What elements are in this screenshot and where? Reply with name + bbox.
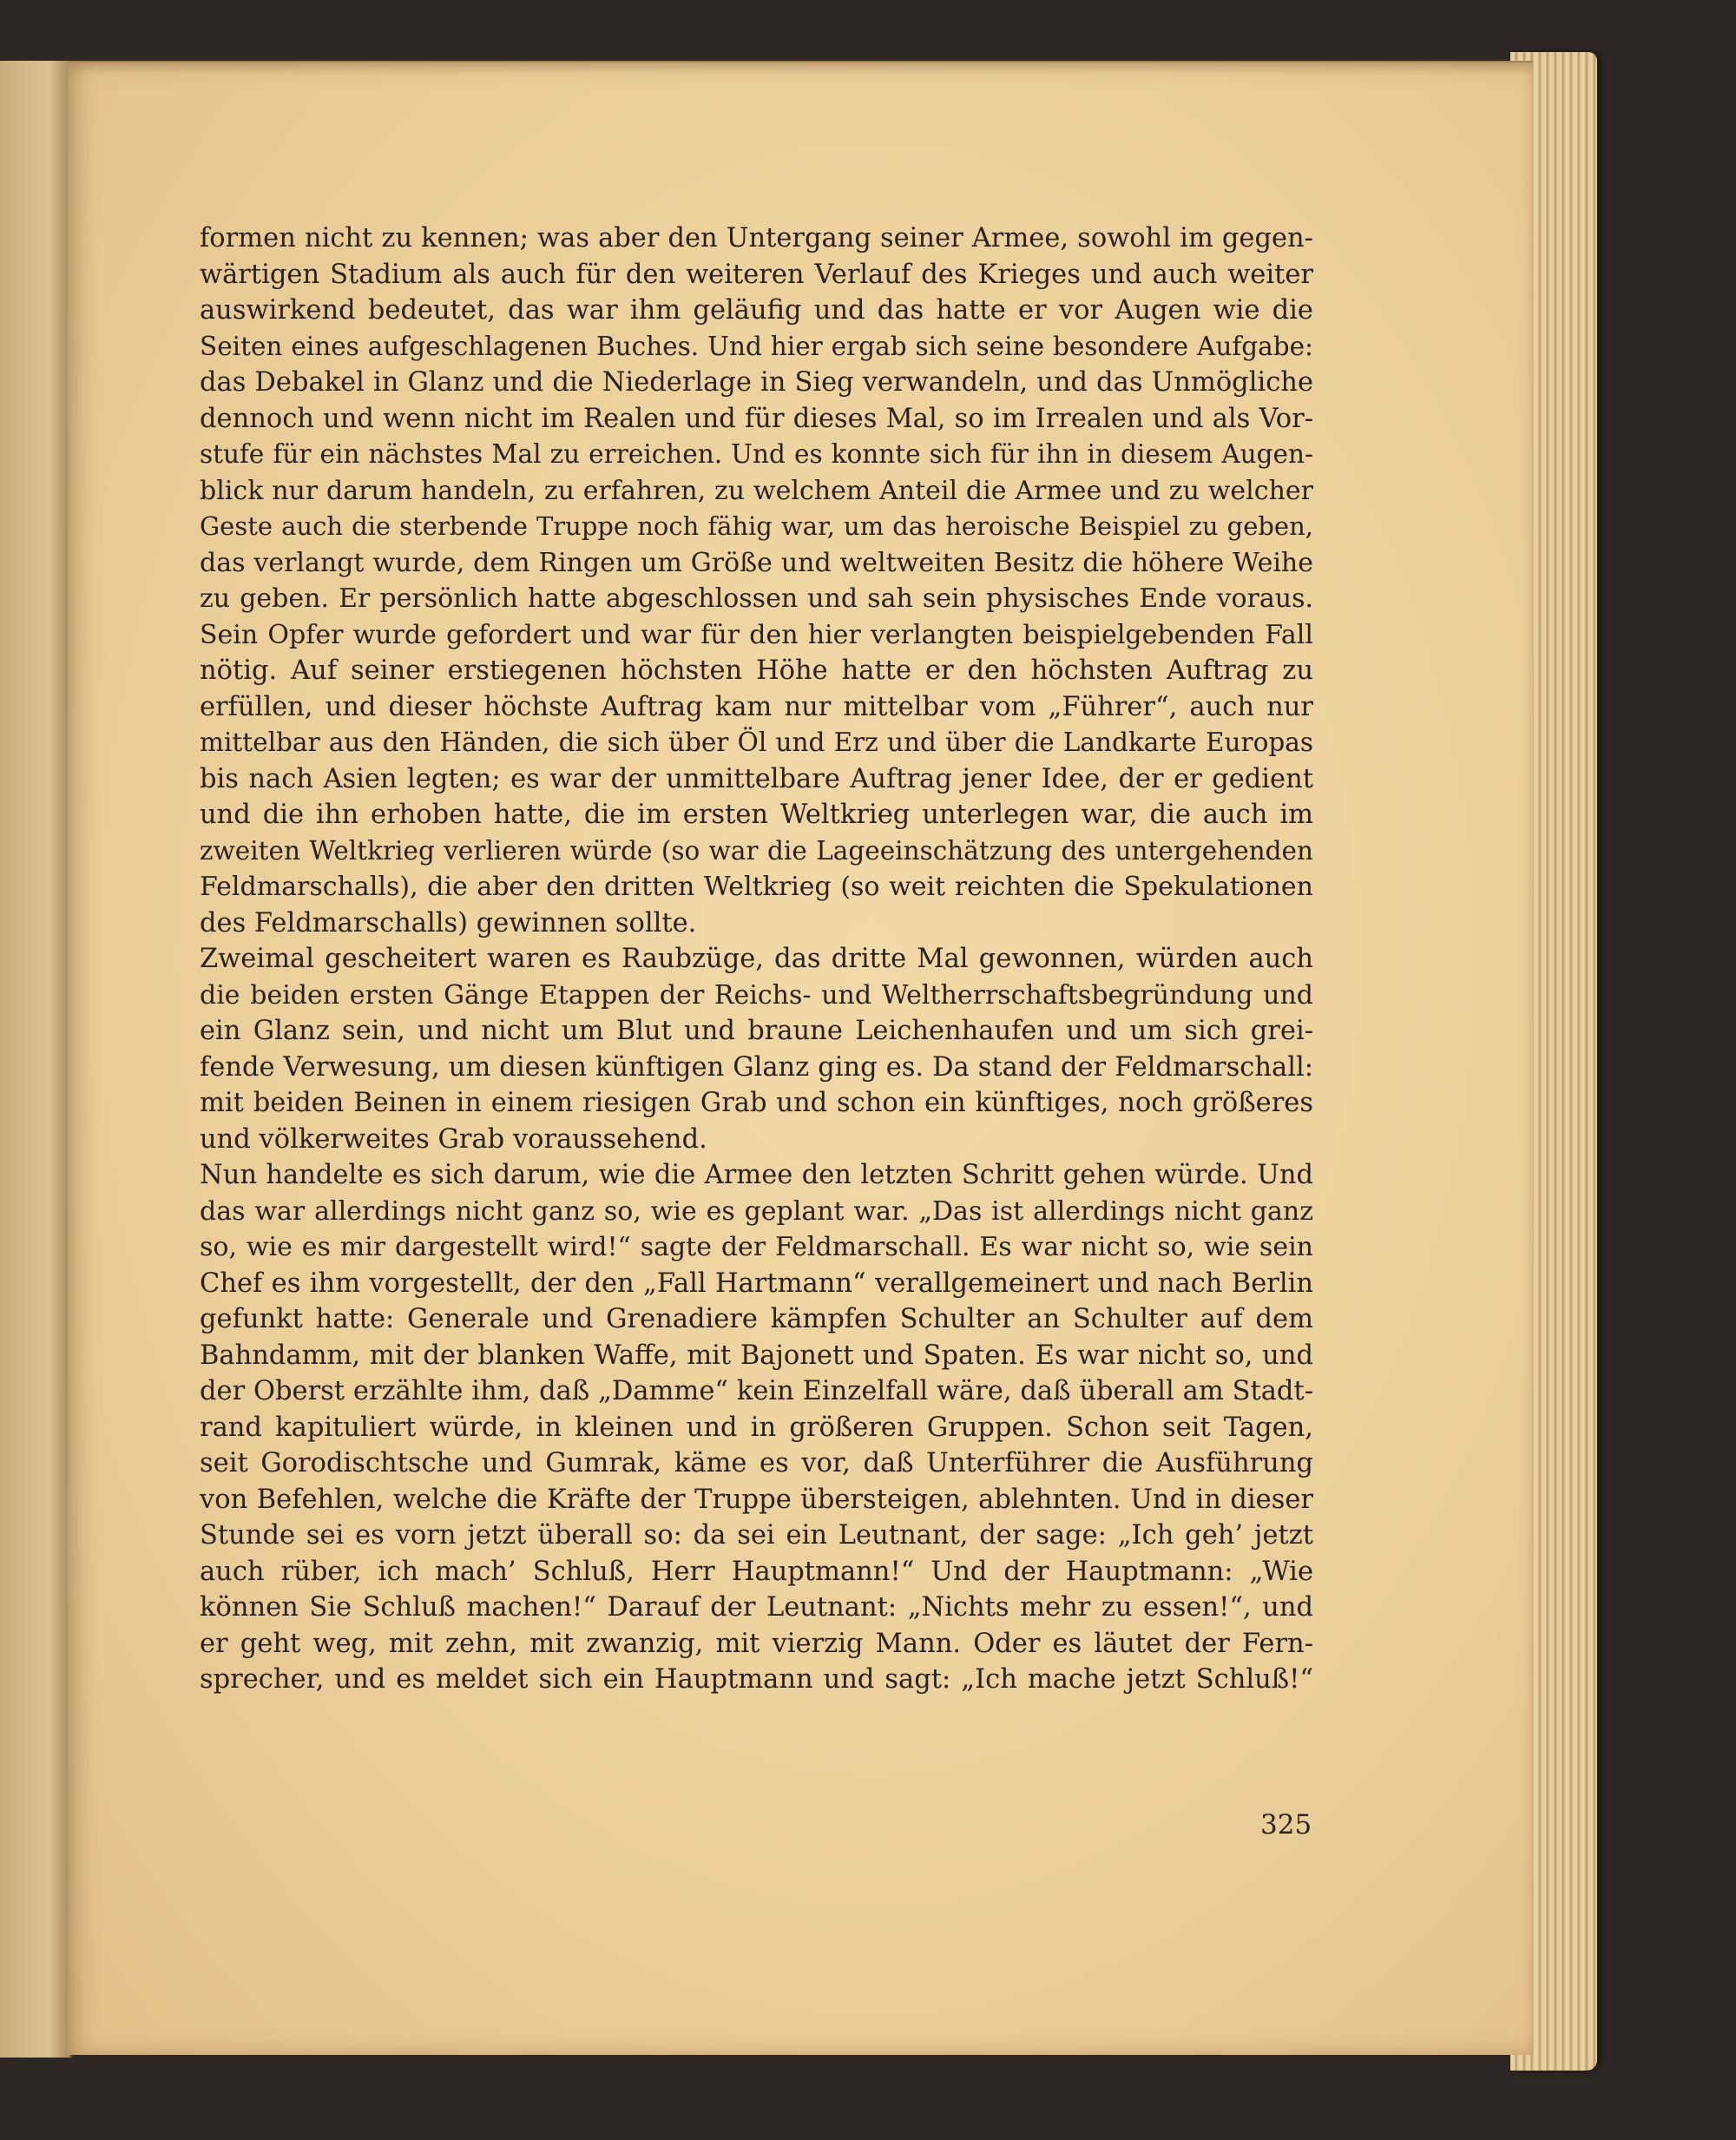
text-line: das verlangt wurde, dem Ringen um Größe und weltweiten Besitz die höhere Weihe <box>200 547 1313 578</box>
body-text <box>200 221 1313 1698</box>
text-line: Feldmarschalls), die aber den dritten Weltkrieg (so weit reichten die Spekulationen <box>200 872 1313 902</box>
text-line: auswirkend bedeutet, das war ihm geläufig und das hatte er vor Augen wie die <box>200 295 1313 326</box>
text-line: rand kapituliert würde, in kleinen und in größeren Gruppen. Schon seit Tagen, <box>200 1412 1313 1443</box>
text-line: das war allerdings nicht ganz so, wie es geplant war. „Das ist allerdings nicht ganz <box>200 1195 1313 1227</box>
text-line: und völkerweites Grab voraussehend. <box>200 1123 707 1155</box>
text-line: und die ihn erhoben hatte, die im ersten Weltkrieg unterlegen war, die auch im <box>200 800 1313 830</box>
text-line: der Oberst erzählte ihm, daß „Damme“ kein Einzelfall wäre, daß überall am Stadt- <box>200 1376 1313 1406</box>
text-line: mittelbar aus den Händen, die sich über Öl und Erz und über die Landkarte Europas <box>200 728 1313 757</box>
text-line: von Befehlen, welche die Kräfte der Truppe übersteigen, ablehnten. Und in dieser <box>200 1484 1313 1515</box>
text-line: formen nicht zu kennen; was aber den Untergang seiner Armee, sowohl im gegen- <box>200 223 1313 254</box>
text-line: Bahndamm, mit der blanken Waffe, mit Bajonett und Spaten. Es war nicht so, und <box>200 1340 1313 1371</box>
text-line: zweiten Weltkrieg verlieren würde (so war die Lageeinschätzung des untergehenden <box>200 835 1313 866</box>
book-page <box>68 61 1533 2055</box>
text-line: so, wie es mir dargestellt wird!“ sagte der Feldmarschall. Es war nicht so, wie sein <box>200 1232 1313 1262</box>
text-line: wärtigen Stadium als auch für den weiteren Verlauf des Krieges und auch weiter <box>200 259 1313 290</box>
text-line: seit Gorodischtsche und Gumrak, käme es vor, daß Unterführer die Ausführung <box>200 1448 1313 1478</box>
text-line: sprecher, und es meldet sich ein Hauptmann und sagt: „Ich mache jetzt Schluß!“ <box>200 1664 1313 1695</box>
text-line: Geste auch die sterbende Truppe noch fähig war, um das heroische Beispiel zu geben, <box>200 511 1313 541</box>
text-line: mit beiden Beinen in einem riesigen Grab und schon ein künftiges, noch größeres <box>200 1088 1313 1118</box>
text-line: er geht weg, mit zehn, mit zwanzig, mit vierzig Mann. Oder es läutet der Fern- <box>200 1628 1313 1659</box>
text-line: nötig. Auf seiner erstiegenen höchsten Höhe hatte er den höchsten Auftrag zu <box>200 655 1313 686</box>
page-number: 325 <box>1260 1809 1312 1840</box>
text-line: auch rüber, ich mach’ Schluß, Herr Hauptmann!“ Und der Hauptmann: „Wie <box>200 1556 1313 1587</box>
text-line: Sein Opfer wurde gefordert und war für den hier verlangten beispielgebenden Fall <box>200 619 1313 650</box>
facing-page-edge <box>0 61 72 2058</box>
text-line: gefunkt hatte: Generale und Grenadiere kämpfen Schulter an Schulter auf dem <box>200 1304 1313 1334</box>
text-line: bis nach Asien legten; es war der unmittelbare Auftrag jener Idee, der er gedient <box>200 763 1313 794</box>
text-line: Zweimal gescheitert waren es Raubzüge, das dritte Mal gewonnen, würden auch <box>200 944 1313 974</box>
text-line: Nun handelte es sich darum, wie die Armee den letzten Schritt gehen würde. Und <box>200 1160 1313 1190</box>
text-line: Chef es ihm vorgestellt, der den „Fall Hartmann“ verallgemeinert und nach Berlin <box>200 1268 1313 1299</box>
text-line: die beiden ersten Gänge Etappen der Reichs- und Weltherrschaftsbegründung und <box>200 979 1313 1011</box>
text-line: Seiten eines aufgeschlagenen Buches. Und hier ergab sich seine besondere Aufgabe: <box>200 331 1313 361</box>
text-line: stufe für ein nächstes Mal zu erreichen. Und es konnte sich für ihn in diesem Augen- <box>200 439 1313 469</box>
text-line: des Feldmarschalls) gewinnen sollte. <box>200 907 697 938</box>
text-line: das Debakel in Glanz und die Niederlage in Sieg verwandeln, und das Unmögliche <box>200 367 1313 398</box>
text-line: Stunde sei es vorn jetzt überall so: da sei ein Leutnant, der sage: „Ich geh’ jetzt <box>200 1520 1313 1551</box>
text-line: blick nur darum handeln, zu erfahren, zu welchem Anteil die Armee und zu welcher <box>200 475 1313 506</box>
text-line: können Sie Schluß machen!“ Darauf der Leutnant: „Nichts mehr zu essen!“, und <box>200 1592 1313 1623</box>
text-line: dennoch und wenn nicht im Realen und für dieses Mal, so im Irrealen und als Vor- <box>200 403 1313 434</box>
text-line: zu geben. Er persönlich hatte abgeschlossen und sah sein physisches Ende voraus. <box>200 583 1313 614</box>
text-line: ein Glanz sein, und nicht um Blut und braune Leichenhaufen und um sich grei- <box>200 1016 1313 1046</box>
text-line: fende Verwesung, um diesen künftigen Glanz ging es. Da stand der Feldmarschall: <box>200 1051 1313 1083</box>
text-line: erfüllen, und dieser höchste Auftrag kam nur mittelbar vom „Führer“, auch nur <box>200 691 1313 722</box>
